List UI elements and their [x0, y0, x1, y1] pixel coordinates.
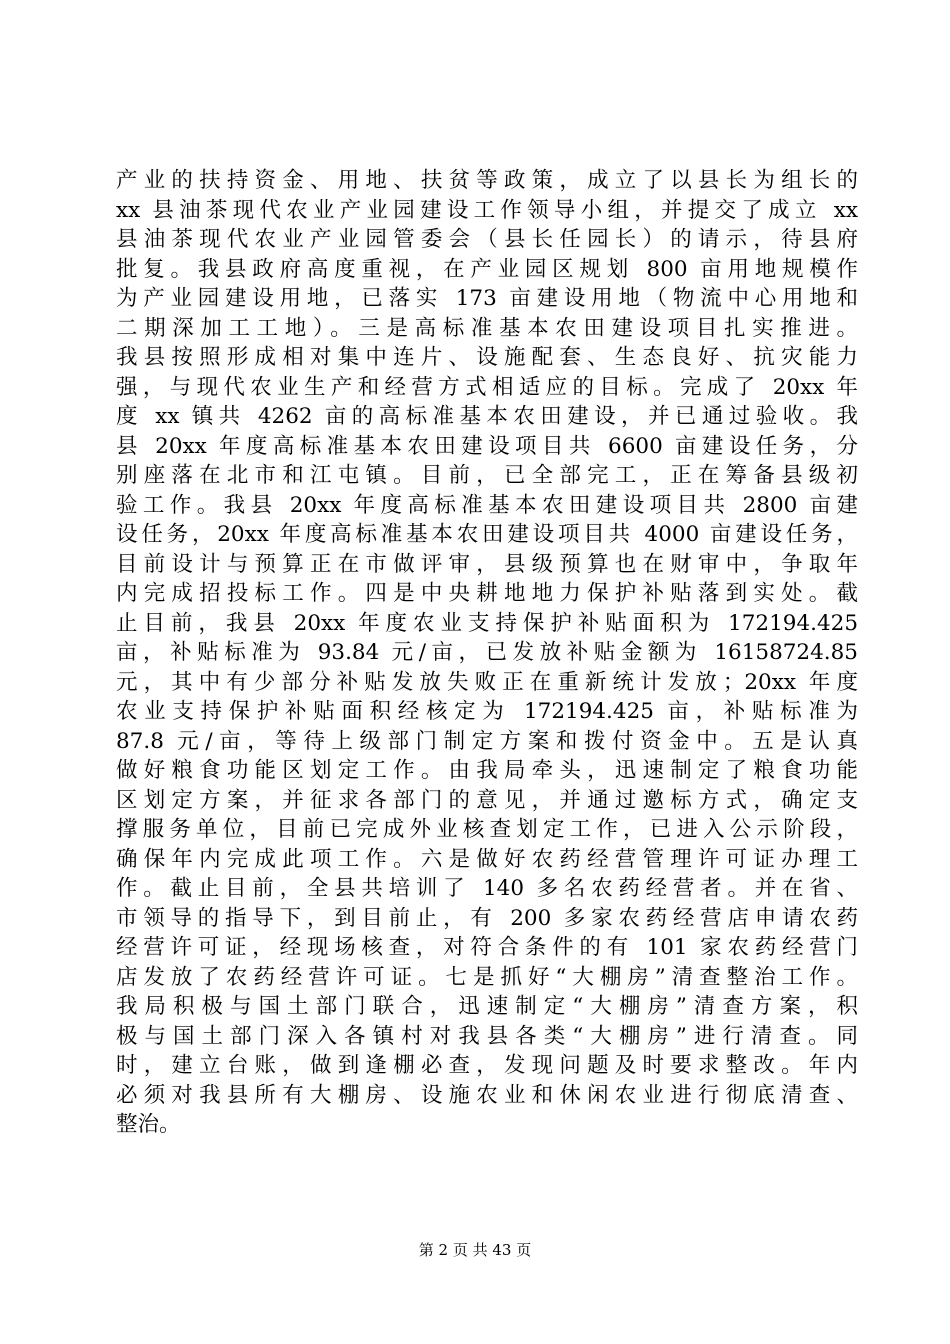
text-line: 区划定方案，并征求各部门的意见，并通过邀标方式，确定支: [116, 787, 858, 813]
text-line: 设任务，20xx 年度高标准基本农田建设项目共 4000 亩建设任务，: [116, 522, 858, 547]
text-line: 度 xx 镇共 4262 亩的高标准基本农田建设，并已通过验收。我: [116, 404, 858, 429]
text-line: 87.8 元/亩，等待上级部门制定方案和拨付资金中。五是认真: [116, 728, 858, 754]
text-line: 县油茶现代农业产业园管委会（县长任园长）的请示，待县府: [116, 227, 858, 252]
text-line: 内完成招投标工作。四是中央耕地地力保护补贴落到实处。截: [116, 581, 858, 606]
text-line: 极与国土部门深入各镇村对我县各类“大棚房”进行清查。同: [116, 1023, 858, 1049]
text-line: 做好粮食功能区划定工作。由我局牵头，迅速制定了粮食功能: [116, 758, 858, 783]
text-line: 批复。我县政府高度重视，在产业园区规划 800 亩用地规模作: [116, 256, 858, 282]
text-line: 元，其中有少部分补贴发放失败正在重新统计发放；20xx 年度: [116, 669, 858, 695]
document-body: [116, 166, 858, 1140]
text-line: 农业支持保护补贴面积经核定为 172194.425 亩，补贴标准为: [116, 699, 858, 724]
text-line: 产业的扶持资金、用地、扶贫等政策，成立了以县长为组长的: [116, 168, 858, 193]
text-line: 必须对我县所有大棚房、设施农业和休闲农业进行彻底清查、: [116, 1082, 858, 1108]
text-line: 撑服务单位，目前已完成外业核查划定工作，已进入公示阶段，: [116, 817, 858, 842]
text-line: 市领导的指导下，到目前止，有 200 多家农药经营店申请农药: [116, 905, 858, 931]
text-line: 亩，补贴标准为 93.84 元/亩，已发放补贴金额为 16158724.85: [116, 640, 858, 665]
text-line: 时，建立台账，做到逢棚必查，发现问题及时要求整改。年内: [116, 1053, 858, 1078]
page-number-label: 第 2 页 共 43 页: [418, 1241, 532, 1259]
text-line: 店发放了农药经营许可证。七是抓好“大棚房”清查整治工作。: [116, 964, 858, 990]
text-line: 我局积极与国土部门联合，迅速制定“大棚房”清查方案，积: [116, 994, 858, 1019]
text-line: 为产业园建设用地，已落实 173 亩建设用地（物流中心用地和: [116, 286, 858, 311]
text-line: 整治。: [116, 1112, 181, 1137]
text-line: 确保年内完成此项工作。六是做好农药经营管理许可证办理工: [116, 846, 858, 872]
text-line: 目前设计与预算正在市做评审，县级预算也在财审中，争取年: [116, 551, 858, 577]
text-line: 验工作。我县 20xx 年度高标准基本农田建设项目共 2800 亩建: [116, 492, 858, 518]
text-line: 强，与现代农业生产和经营方式相适应的目标。完成了 20xx 年: [116, 374, 858, 400]
text-line: 别座落在北市和江屯镇。目前，已全部完工，正在筹备县级初: [116, 463, 858, 488]
page-footer: [0, 1240, 950, 1260]
text-line: 作。截止目前，全县共培训了 140 多名农药经营者。并在省、: [116, 876, 858, 901]
text-line: 二期深加工工地）。三是高标准基本农田建设项目扎实推进。: [116, 315, 858, 341]
text-line: 县 20xx 年度高标准基本农田建设项目共 6600 亩建设任务，分: [116, 433, 858, 459]
text-line: 我县按照形成相对集中连片、设施配套、生态良好、抗灾能力: [116, 345, 858, 370]
text-line: 经营许可证，经现场核查，对符合条件的有 101 家农药经营门: [116, 935, 858, 960]
text-line: 止目前，我县 20xx 年度农业支持保护补贴面积为 172194.425: [116, 610, 858, 636]
text-line: xx 县油茶现代农业产业园建设工作领导小组，并提交了成立 xx: [116, 197, 858, 223]
